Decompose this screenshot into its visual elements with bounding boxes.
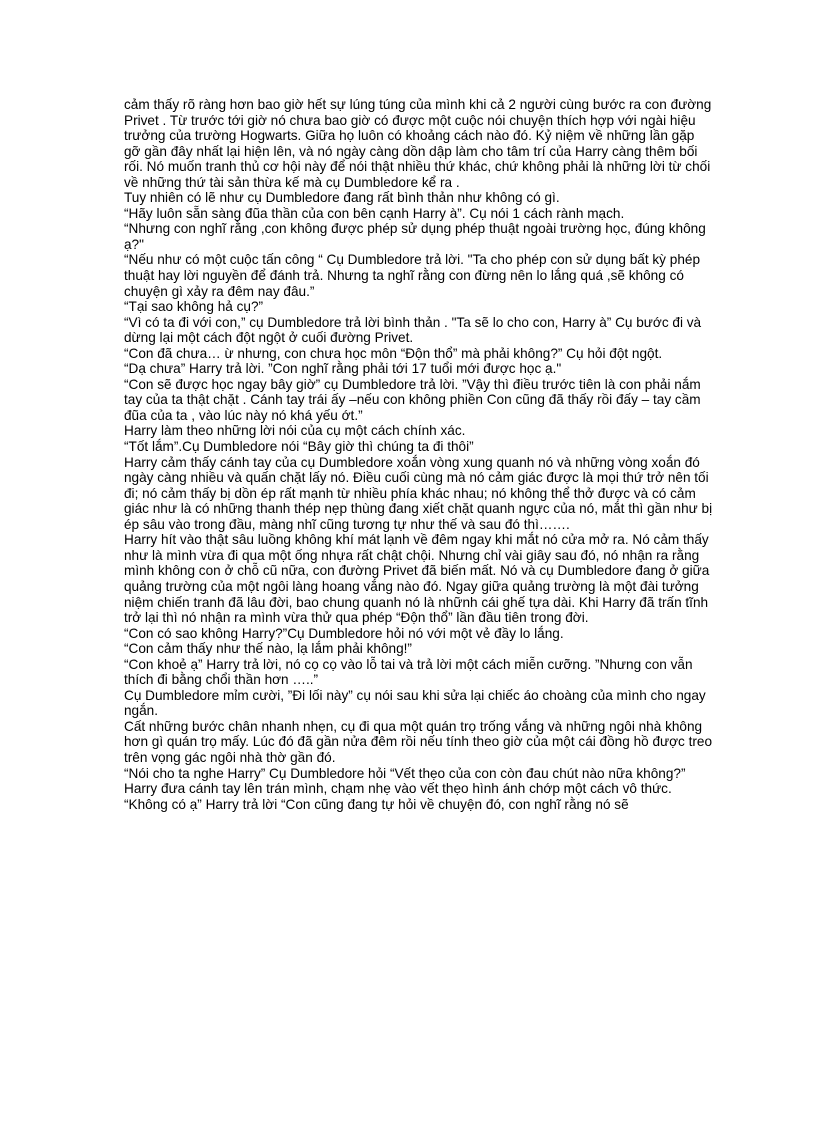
paragraph-14: Harry hít vào thật sâu luồng không khí mát lạnh về đêm ngay khi mắt nó cửa mở ra. Nó cảm thấy như là mình vừa đi qua một ống nhựa rất chật chội. Nhưng chỉ vài giây sau đó, nó nhận ra rằng mình không con ở chỗ cũ nữa, con đường Privet đã biến mất. Nó và cụ Dumbledore đang ở giữa quảng trường của một ngôi làng hoang vắng nào đó. Ngay giữa quảng trường là một đài tưởng niệm chiến tranh đã lâu đời, bao chung quanh nó là nhữnh cái ghế tựa dài. Khi Harry đã trấn tĩnh trở lại thì nó nhận ra mình vừa thử qua phép “Độn thổ” lần đầu tiên trong đời. <box>124 532 710 626</box>
paragraph-7: “Vì có ta đi với con,” cụ Dumbledore trả lời bình thản . "Ta sẽ lo cho con, Harry à” Cụ bước đi và dừng lại một cách đột ngột ở cuối đường Privet. <box>124 314 702 346</box>
paragraph-4: “Nhưng con nghĩ rằng ,con không được phép sử dụng phép thuật ngoài trường học, đúng không ạ?" <box>124 221 706 252</box>
paragraph-12: “Tốt lắm”.Cụ Dumbledore nói “Bây giờ thì chúng ta đi thôi” <box>124 439 474 455</box>
paragraph-2: Tuy nhiên có lẽ như cụ Dumbledore đang rất bình thản như không có gì. <box>124 190 560 206</box>
paragraph-13: Harry cảm thấy cánh tay của cụ Dumbledore xoắn vòng xung quanh nó và những vòng xoắn đó ngày càng nhiều và quấn chặt lấy nó. Điều cuối cùng mà nó cảm giác được là mọi thứ trở nên tối đi; nó cảm thấy bị dồn ép rất mạnh từ nhiều phía khác nhau; nó không thể thở được và có cảm giác như là có những thanh thép nẹp thùng đang xiết chặt quanh ngực của nó, mắt thì gần như bị ép sâu vào trong đầu, màng nhĩ cũng tương tự như thế và sau đó thì……. <box>124 454 713 532</box>
paragraph-8: “Con đã chưa… ừ nhưng, con chưa học môn “Độn thổ” mà phải không?” Cụ hỏi đột ngột. <box>124 345 663 361</box>
paragraph-10: “Con sẽ được học ngay bây giờ” cụ Dumbledore trả lời. ”Vậy thì điều trước tiên là con phải nắm tay của ta thật chặt . Cánh tay trái ấy –nếu con không phiền Con cũng đã thấy rồi đấy – tay cầm đũa của ta , vào lúc này nó khá yếu ớt.” <box>124 376 701 423</box>
paragraph-20: “Nói cho ta nghe Harry” Cụ Dumbledore hỏi “Vết thẹo của con còn đau chút nào nữa không?” <box>124 765 686 781</box>
paragraph-11: Harry làm theo những lời nói của cụ một cách chính xác. <box>124 423 466 439</box>
paragraph-17: “Con khoẻ ạ” Harry trả lời, nó cọ cọ vào lỗ tai và trả lời một cách miễn cưỡng. ”Nhưng con vẫn thích đi bằng chổi thần hơn …..” <box>124 656 693 688</box>
paragraph-1: cảm thấy rõ ràng hơn bao giờ hết sự lúng túng của mình khi cả 2 người cùng bước ra con đường Privet . Từ trước tới giờ nó chưa bao giờ có được một cuộc nói chuyện thích hợp với ngài hiệu trưởng của trường Hogwarts. Giữa họ luôn có khoảng cách nào đó. Kỷ niệm về những lần gặp gỡ gần đây nhất lại hiện lên, và nó ngày càng dồn dập làm cho tâm trí của Harry càng thêm bối rối. Nó muốn tranh thủ cơ hội này để nói thật nhiều thứ khác, chứ không phải là những lời từ chối về những thứ tài sản thừa kế mà cụ Dumbledore kể ra . <box>124 97 712 190</box>
paragraph-9: “Dạ chưa” Harry trả lời. ”Con nghĩ rằng phải tới 17 tuổi mới được học ạ." <box>124 361 562 377</box>
paragraph-3: “Hãy luôn sẵn sàng đũa thần của con bên cạnh Harry à”. Cụ nói 1 cách rành mạch. <box>124 205 625 221</box>
paragraph-15: “Con có sao không Harry?”Cụ Dumbledore hỏi nó với một vẻ đầy lo lắng. <box>124 625 564 641</box>
paragraph-18: Cụ Dumbledore mỉm cười, ”Đi lối này” cụ nói sau khi sửa lại chiếc áo choàng của mình cho ngay ngắn. <box>124 687 706 719</box>
paragraph-22: “Không có ạ” Harry trả lời “Con cũng đang tự hỏi về chuyện đó, con nghĩ rằng nó sẽ <box>124 796 629 812</box>
paragraph-16: “Con cảm thấy như thế nào, lạ lắm phải không!” <box>124 641 412 657</box>
paragraph-19: Cất những bước chân nhanh nhẹn, cụ đi qua một quán trọ trống vắng và những ngôi nhà không hơn gì quán trọ mấy. Lúc đó đã gần nửa đêm rồi nếu tính theo giờ của một cái đồng hồ được treo trên vọng gác ngôi nhà thờ gần đó. <box>124 718 713 765</box>
body-text <box>124 97 714 812</box>
paragraph-5: “Nếu như có một cuộc tấn công “ Cụ Dumbledore trả lời. "Ta cho phép con sử dụng bất kỳ phép thuật hay lời nguyền để đánh trả. Nhưng ta nghĩ rằng con đừng nên lo lắng quá ,sẽ không có chuyện gì xảy ra đêm nay đâu.” <box>124 252 701 299</box>
paragraph-21: Harry đưa cánh tay lên trán mình, chạm nhẹ vào vết thẹo hình ánh chớp một cách vô thức. <box>124 781 672 797</box>
paragraph-6: “Tại sao không hả cụ?” <box>124 299 264 315</box>
